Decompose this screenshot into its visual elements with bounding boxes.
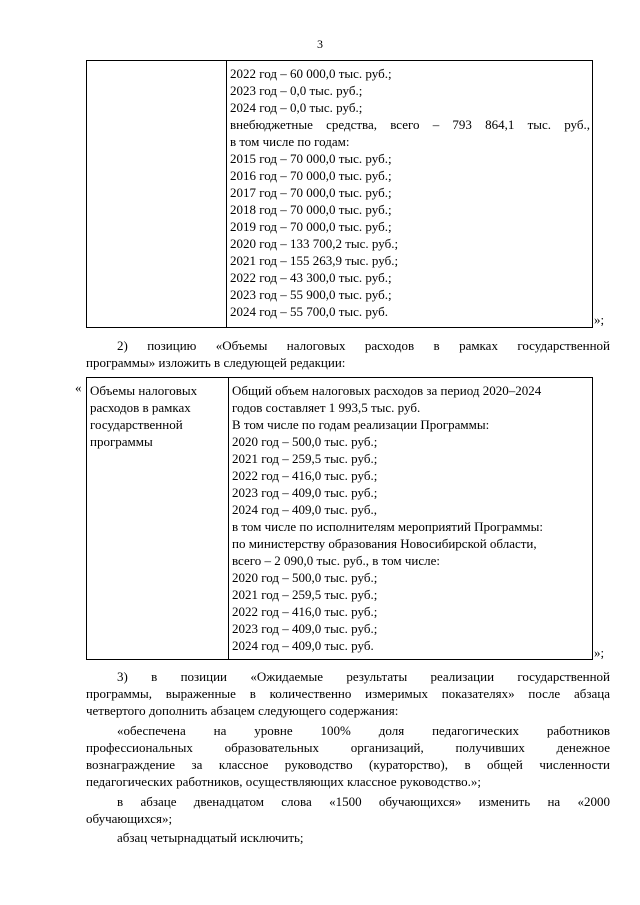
closing-quote: »; xyxy=(594,645,605,660)
paragraph-3 xyxy=(86,668,610,719)
content-line: всего – 2 090,0 тыс. руб., в том числе: xyxy=(232,553,440,568)
content-line: 2022 год – 416,0 тыс. руб.; xyxy=(232,604,378,619)
content-line: 2023 год – 409,0 тыс. руб.; xyxy=(232,485,378,500)
paragraph-line: педагогических работников, осуществляющих классное руководство.»; xyxy=(86,774,481,789)
funding-line: 2022 год – 43 300,0 тыс. руб.; xyxy=(230,270,392,285)
funding-line: 2016 год – 70 000,0 тыс. руб.; xyxy=(230,168,392,183)
label-line: Объемы налоговых xyxy=(90,383,198,398)
quoted-paragraph xyxy=(86,722,610,790)
paragraph-line: программы» изложить в следующей редакции: xyxy=(86,355,346,370)
funding-line: 2024 год – 0,0 тыс. руб.; xyxy=(230,100,363,115)
content-line: В том числе по годам реализации Программы: xyxy=(232,417,490,432)
content-line: 2024 год – 409,0 тыс. руб. xyxy=(232,638,374,653)
page-number: 3 xyxy=(317,37,323,51)
paragraph-2 xyxy=(86,337,610,371)
funding-line: 2021 год – 155 263,9 тыс. руб.; xyxy=(230,253,399,268)
content-line: в том числе по исполнителям мероприятий Программы: xyxy=(232,519,543,534)
content-line: годов составляет 1 993,5 тыс. руб. xyxy=(232,400,421,415)
funding-line: внебюджетные средства, всего – 793 864,1 тыс. руб., xyxy=(230,117,590,132)
paragraph-line: в абзаце двенадцатом слова «1500 обучающихся» изменить на «2000 xyxy=(117,794,610,809)
table-divider xyxy=(226,61,227,327)
paragraph-line: 3) в позиции «Ожидаемые результаты реализации государственной xyxy=(117,669,610,684)
content-line: по министерству образования Новосибирской области, xyxy=(232,536,537,551)
funding-line: 2017 год – 70 000,0 тыс. руб.; xyxy=(230,185,392,200)
paragraph-line: профессиональных образовательных организаций, получивших денежное xyxy=(86,740,610,755)
paragraph-line: обучающихся»; xyxy=(86,811,173,826)
tax-expenditure-content xyxy=(232,382,590,654)
closing-quote: »; xyxy=(594,312,605,327)
funding-line: 2019 год – 70 000,0 тыс. руб.; xyxy=(230,219,392,234)
content-line: 2023 год – 409,0 тыс. руб.; xyxy=(232,621,378,636)
funding-table-content xyxy=(230,65,590,320)
label-line: расходов в рамках xyxy=(90,400,191,415)
paragraph-line: вознаграждение за классное руководство (кураторство), в общей численности xyxy=(86,757,610,772)
paragraph-line: четвертого дополнить абзацем следующего содержания: xyxy=(86,703,399,718)
paragraph-line: «обеспечена на уровне 100% доля педагогических работников xyxy=(117,723,610,738)
funding-line: 2018 год – 70 000,0 тыс. руб.; xyxy=(230,202,392,217)
funding-line: в том числе по годам: xyxy=(230,134,350,149)
funding-table xyxy=(86,60,593,328)
content-line: 2021 год – 259,5 тыс. руб.; xyxy=(232,587,378,602)
content-line: 2021 год – 259,5 тыс. руб.; xyxy=(232,451,378,466)
funding-line: 2023 год – 0,0 тыс. руб.; xyxy=(230,83,363,98)
funding-line: 2022 год – 60 000,0 тыс. руб.; xyxy=(230,66,392,81)
paragraph-fourteenth xyxy=(86,829,610,846)
label-line: программы xyxy=(90,434,153,449)
content-line: 2022 год – 416,0 тыс. руб.; xyxy=(232,468,378,483)
table-row-label xyxy=(90,382,224,450)
tax-expenditure-table xyxy=(86,377,593,660)
label-line: государственной xyxy=(90,417,183,432)
funding-line: 2023 год – 55 900,0 тыс. руб.; xyxy=(230,287,392,302)
paragraph-line: абзац четырнадцатый исключить; xyxy=(117,830,304,845)
paragraph-line: 2) позицию «Объемы налоговых расходов в рамках государственной xyxy=(117,338,610,353)
funding-line: 2015 год – 70 000,0 тыс. руб.; xyxy=(230,151,392,166)
paragraph-line: программы, выраженные в количественно измеримых показателях» после абзаца xyxy=(86,686,610,701)
funding-line: 2020 год – 133 700,2 тыс. руб.; xyxy=(230,236,399,251)
table-divider xyxy=(228,378,229,659)
paragraph-twelfth xyxy=(86,793,610,827)
content-line: Общий объем налоговых расходов за период 2020–2024 xyxy=(232,383,542,398)
content-line: 2024 год – 409,0 тыс. руб., xyxy=(232,502,377,517)
funding-line: 2024 год – 55 700,0 тыс. руб. xyxy=(230,304,388,319)
opening-quote: « xyxy=(75,380,82,395)
content-line: 2020 год – 500,0 тыс. руб.; xyxy=(232,434,378,449)
content-line: 2020 год – 500,0 тыс. руб.; xyxy=(232,570,378,585)
